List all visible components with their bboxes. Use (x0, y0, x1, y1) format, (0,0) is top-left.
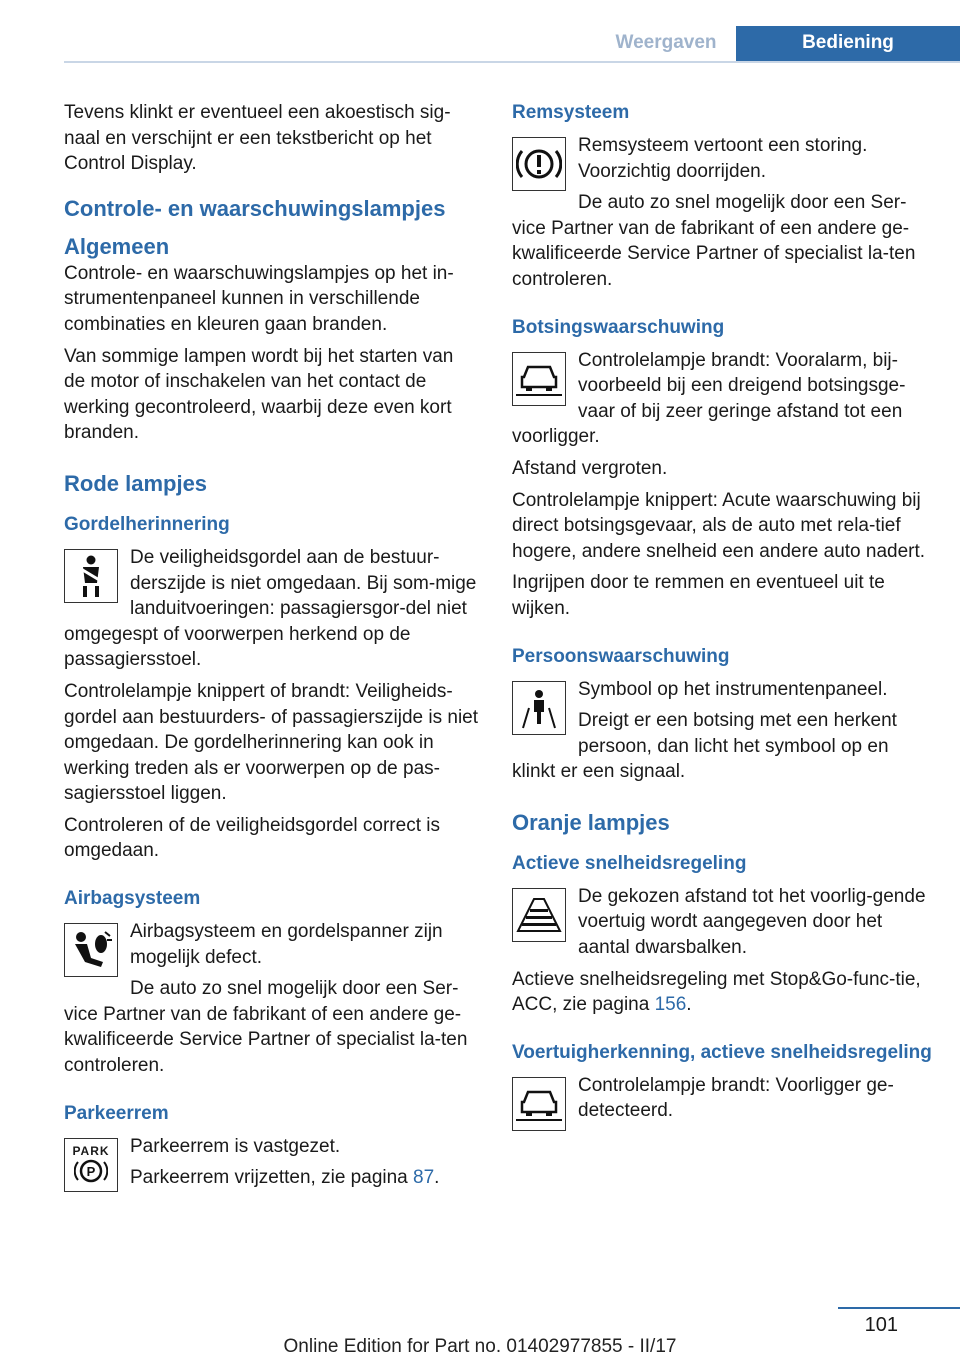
right-column (512, 100, 932, 1135)
parkeerrem-text: Parkeerrem vrijzetten, zie pagina (130, 1167, 414, 1189)
persoon-paragraph-2: Dreigt er een botsing met een herkent persoon, dan licht het symbool op en klinkt er een signaal. (512, 710, 897, 783)
voertuig-paragraph-1: Controlelampje brandt: Voorligger ge-detecteerd. (578, 1074, 894, 1122)
subsection-title-persoon: Persoonswaarschuwing (512, 645, 730, 667)
section-title-controle: Controle- en waarschuwingslampjes (64, 195, 446, 221)
parkeerrem-period: . (434, 1167, 440, 1189)
left-column (64, 100, 479, 1197)
header-tabs (596, 26, 960, 62)
brake-system-icon (512, 137, 566, 191)
section-title-oranje-lampjes: Oranje lampjes (512, 809, 670, 835)
page-link-156[interactable]: 156 (654, 994, 687, 1016)
footer-accent-line (838, 1307, 960, 1309)
intro-paragraph: Tevens klinkt er eventueel een akoestisch sig-naal en verschijnt er een tekstbericht op het Control Display. (64, 102, 451, 175)
rem-paragraph-1: Remsysteem vertoont een storing. Voorzichtig doorrijden. (578, 135, 868, 182)
tab-weergaven[interactable]: Weergaven (615, 32, 717, 53)
tab-bediening[interactable]: Bediening (736, 26, 960, 62)
collision-warning-icon (512, 352, 566, 406)
airbag-paragraph-2: De auto zo snel mogelijk door een Ser-vice Partner van de fabrikant of een andere ge-kwalificeerde Service Partner of specialist la-ten controleren. (64, 978, 468, 1077)
section-title-algemeen: Algemeen (64, 233, 170, 259)
botsing-paragraph-3: Controlelampje knippert: Acute waarschuwing bij direct botsingsgevaar, als de auto met rela-tief hogere, andere snelheid een andere auto nadert. (512, 489, 926, 562)
subsection-title-acc: Actieve snelheidsregeling (512, 852, 747, 874)
section-title-rode-lampjes: Rode lampjes (64, 470, 208, 496)
page-link-87[interactable]: 87 (413, 1167, 435, 1189)
subsection-title-airbag: Airbagsysteem (64, 888, 201, 910)
vehicle-detected-icon (512, 1077, 566, 1131)
persoon-paragraph-1: Symbool op het instrumentenpaneel. (578, 678, 888, 700)
algemeen-paragraph-1: Controle- en waarschuwingslampjes op het in-strumentenpaneel kunnen in verschillende combinaties en kleuren gaan branden. (64, 262, 454, 335)
acc-paragraph-1: De gekozen afstand tot het voorlig-gende voertuig wordt aangegeven door het aantal dwarsbalken. (578, 885, 926, 959)
subsection-title-parkeerrem: Parkeerrem (64, 1102, 169, 1124)
parking-brake-label: PARK (72, 1144, 110, 1159)
acc-text: Actieve snelheidsregeling met Stop&Go-func-tie, ACC, zie pagina (512, 968, 921, 1016)
header-divider (64, 61, 960, 63)
algemeen-paragraph-2: Van sommige lampen wordt bij het starten van de motor of inschakelen van het contact de werking gecontroleerd, waarbij deze even kort branden. (64, 345, 454, 444)
airbag-warning-icon (64, 923, 118, 977)
gordel-paragraph-3: Controleren of de veiligheidsgordel correct is omgedaan. (64, 814, 440, 862)
botsing-paragraph-2: Afstand vergroten. (512, 457, 668, 479)
svg-text:P: P (86, 1164, 96, 1180)
acc-period: . (686, 994, 692, 1016)
botsing-paragraph-1: Controlelampje brandt: Vooralarm, bij-voorbeeld bij een dreigend botsingsge-vaar of bij zeer geringe afstand tot een voorligger. (512, 349, 906, 448)
pedestrian-warning-icon (512, 681, 566, 735)
subsection-title-voertuig: Voertuigherkenning, actieve snelheidsregeling (512, 1041, 932, 1063)
distance-control-icon (512, 888, 566, 942)
seatbelt-warning-icon (64, 549, 118, 603)
rem-paragraph-2: De auto zo snel mogelijk door een Ser-vice Partner van de fabrikant of een andere ge-kwalificeerde Service Partner of specialist la-ten controleren. (512, 192, 916, 290)
acc-paragraph-2 (512, 967, 932, 1018)
parkeerrem-paragraph-1: Parkeerrem is vastgezet. (130, 1135, 341, 1157)
gordel-paragraph-2: Controlelampje knippert of brandt: Veiligheids-gordel aan bestuurders- of passagierszijde is niet omgedaan. De gordelherinnering kan ook in werking treden als er voorwerpen op de pas-sagiersstoel liggen. (64, 680, 479, 805)
footer-edition: Online Edition for Part no. 01402977855 - II/17 (283, 1336, 677, 1357)
parking-brake-icon (64, 1138, 118, 1192)
parkeerrem-paragraph-2 (64, 1165, 479, 1191)
gordel-paragraph-1: De veiligheidsgordel aan de bestuur-derszijde is niet omgedaan. Bij som-mige landuitvoeringen: passagiersgor-del niet omgegespt of voorwerpen herkend op de passagiersstoel. (64, 546, 477, 671)
subsection-title-gordel: Gordelherinnering (64, 513, 230, 535)
airbag-paragraph-1: Airbagsysteem en gordelspanner zijn mogelijk defect. (130, 921, 443, 968)
botsing-paragraph-4: Ingrijpen door te remmen en eventueel uit te wijken. (512, 572, 885, 619)
subsection-title-remsysteem: Remsysteem (512, 102, 630, 123)
page-number: 101 (864, 1314, 898, 1336)
subsection-title-botsing: Botsingswaarschuwing (512, 316, 725, 338)
